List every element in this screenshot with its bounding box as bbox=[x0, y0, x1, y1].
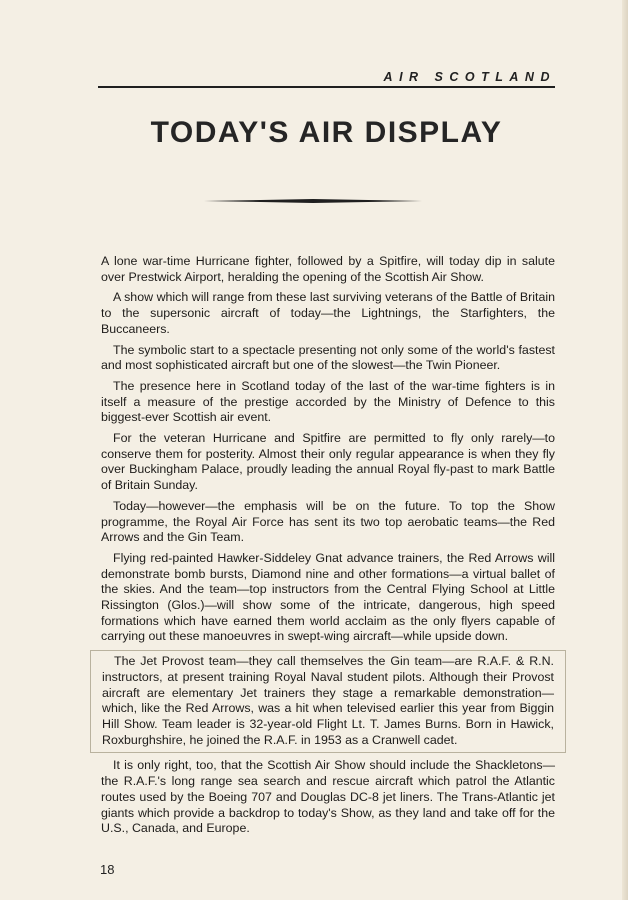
article-title: TODAY'S AIR DISPLAY bbox=[150, 116, 503, 149]
page-edge bbox=[622, 0, 628, 900]
paragraph-1: A lone war-time Hurricane fighter, followed by a Spitfire, will today dip in salute over Prestwick Airport, heralding the opening of the Scottish Air Show. bbox=[101, 254, 555, 284]
title-ornament-rule bbox=[204, 199, 422, 203]
paragraph-3: The symbolic start to a spectacle presenting not only some of the world's fastest and most sophisticated aircraft but one of the slowest—the Twin Pioneer. bbox=[101, 342, 555, 373]
paragraph-4: The presence here in Scotland today of the last of the war-time fighters is in itself a measure of the prestige accorded by the Ministry of Defence to this biggest-ever Scottish air event. bbox=[101, 378, 555, 425]
boxed-paragraph-gin-team: The Jet Provost team—they call themselves the Gin team—are R.A.F. & R.N. instructors, at present training Royal Naval student pilots. Although their Provost aircraft are elementary Jet trainers they stage a remarkable demonstration—which, like the Red Arrows, was a hit when televised earlier this year from Biggin Hill Show. Team leader is 32-year-old Flight Lt. T. James Burns. Born in Hawick, Roxburghshire, he joined the R.A.F. in 1953 as a Cranwell cadet. bbox=[90, 650, 566, 753]
publication-header: AIR SCOTLAND bbox=[383, 70, 556, 84]
paragraph-5: For the veteran Hurricane and Spitfire are permitted to fly only rarely—to conserve them for posterity. Almost their only regular appearance is when they fly over Buckingham Palace, proudly leading the annual Royal fly-past to mark Battle of Britain Sunday. bbox=[101, 431, 555, 493]
article-body bbox=[101, 254, 555, 842]
page-number: 18 bbox=[100, 862, 115, 877]
paragraph-9: It is only right, too, that the Scottish Air Show should include the Shackletons—the R.A.F.'s long range sea search and rescue aircraft which patrol the Atlantic routes used by the Boeing 707 and Douglas DC-8 jet liners. The Trans-Atlantic jet giants which provide a backdrop to today's Show, as they land and take off for the U.S., Canada, and Europe. bbox=[101, 758, 555, 836]
paragraph-6: Today—however—the emphasis will be on the future. To top the Show programme, the Royal Air Force has sent its two top aerobatic teams—the Red Arrows and the Gin Team. bbox=[101, 498, 555, 545]
paragraph-2: A show which will range from these last surviving veterans of the Battle of Britain to the supersonic aircraft of today—the Lightnings, the Starfighters, the Buccaneers. bbox=[101, 290, 555, 336]
header-rule bbox=[98, 86, 555, 88]
paragraph-7: Flying red-painted Hawker-Siddeley Gnat advance trainers, the Red Arrows will demonstrate bomb bursts, Diamond nine and other formations—a virtual ballet of the skies. And the team—top instructors from the Central Flying School at Little Rissington (Glos.)—will show some of the intricate, dangerous, high speed formations which have earned them world acclaim as the only flyers capable of carrying out these manoeuvres in swept-wing aircraft—while upside down. bbox=[101, 550, 555, 644]
